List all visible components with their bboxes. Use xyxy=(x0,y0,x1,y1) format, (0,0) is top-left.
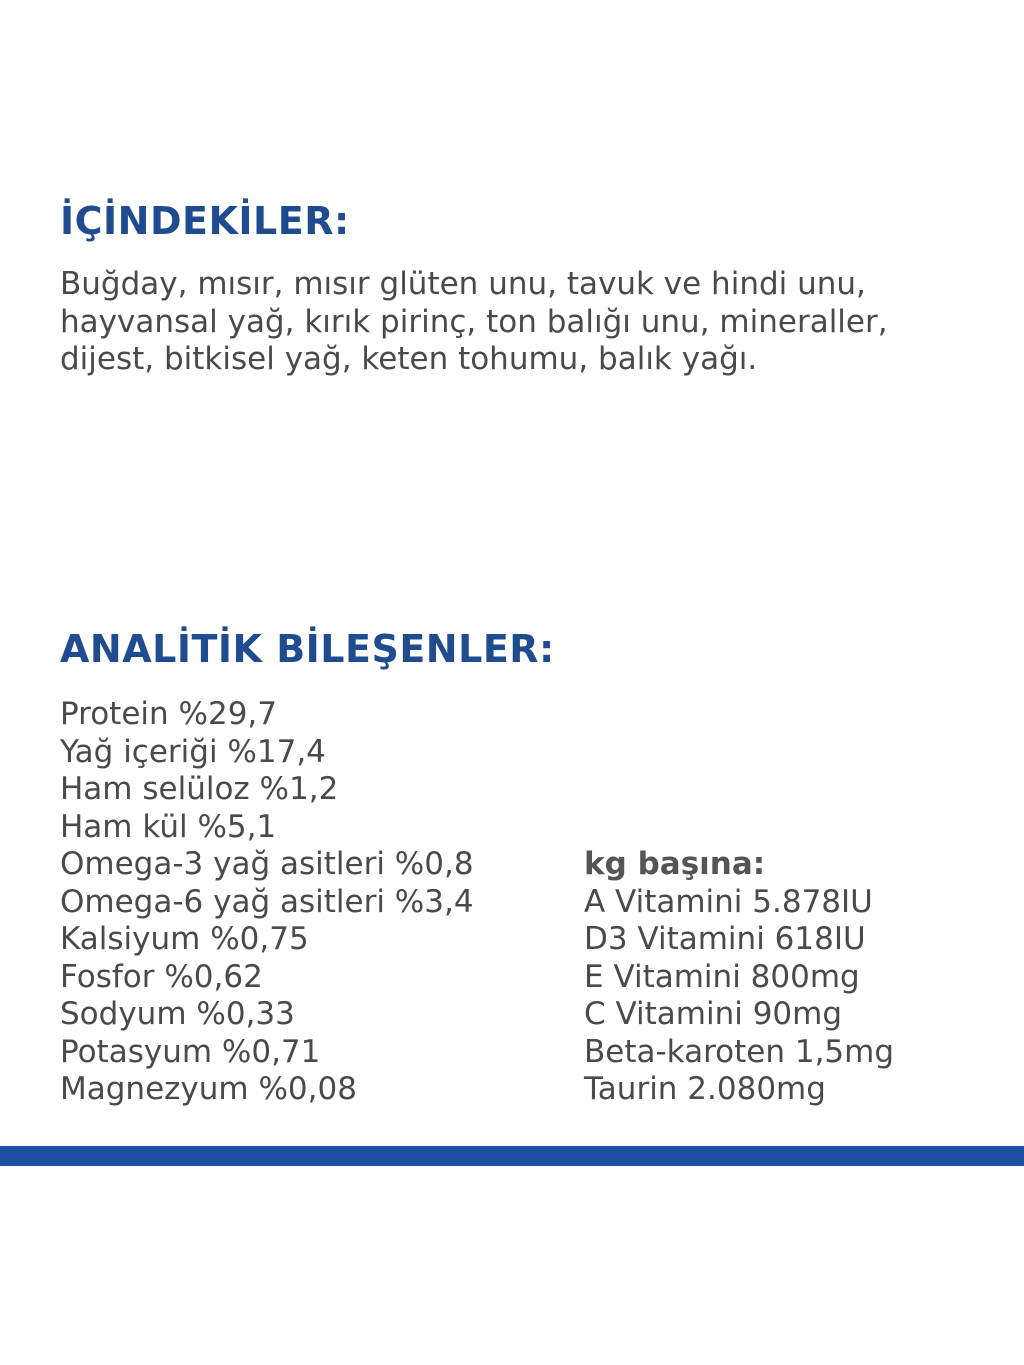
nutrient-item: Yağ içeriği %17,4 xyxy=(60,733,326,770)
per-kg-heading: kg başına: xyxy=(584,846,766,882)
nutrient-list xyxy=(60,696,560,1109)
nutrient-item: Protein %29,7 xyxy=(60,696,277,732)
vitamin-item: E Vitamini 800mg xyxy=(584,958,860,995)
nutrient-item: Kalsiyum %0,75 xyxy=(60,921,309,957)
analytics-heading: ANALİTİK BİLEŞENLER: xyxy=(60,627,555,671)
vitamin-item: D3 Vitamini 618IU xyxy=(584,921,866,957)
vitamin-item: C Vitamini 90mg xyxy=(584,996,843,1032)
nutrient-item: Magnezyum %0,08 xyxy=(60,1071,357,1107)
nutrient-item: Omega-6 yağ asitleri %3,4 xyxy=(60,883,474,920)
nutrient-item: Ham kül %5,1 xyxy=(60,808,277,845)
ingredients-text: Buğday, mısır, mısır glüten unu, tavuk ve hindi unu, hayvansal yağ, kırık pirinç, ton balığı unu, mineraller, dijest, bitkisel yağ, keten tohumu, balık yağı. xyxy=(60,266,888,377)
nutrient-item: Potasyum %0,71 xyxy=(60,1033,321,1070)
nutrient-item: Fosfor %0,62 xyxy=(60,958,263,995)
vitamin-list xyxy=(584,846,1004,1109)
vitamin-item: Beta-karoten 1,5mg xyxy=(584,1033,895,1070)
vitamin-item: A Vitamini 5.878IU xyxy=(584,883,873,920)
nutrient-item: Sodyum %0,33 xyxy=(60,996,295,1032)
nutrient-item: Ham selüloz %1,2 xyxy=(60,771,339,807)
nutrient-item: Omega-3 yağ asitleri %0,8 xyxy=(60,846,474,882)
vitamin-item: Taurin 2.080mg xyxy=(584,1071,826,1107)
ingredients-heading: İÇİNDEKİLER: xyxy=(60,199,350,243)
blue-divider-bar xyxy=(0,1146,1024,1166)
